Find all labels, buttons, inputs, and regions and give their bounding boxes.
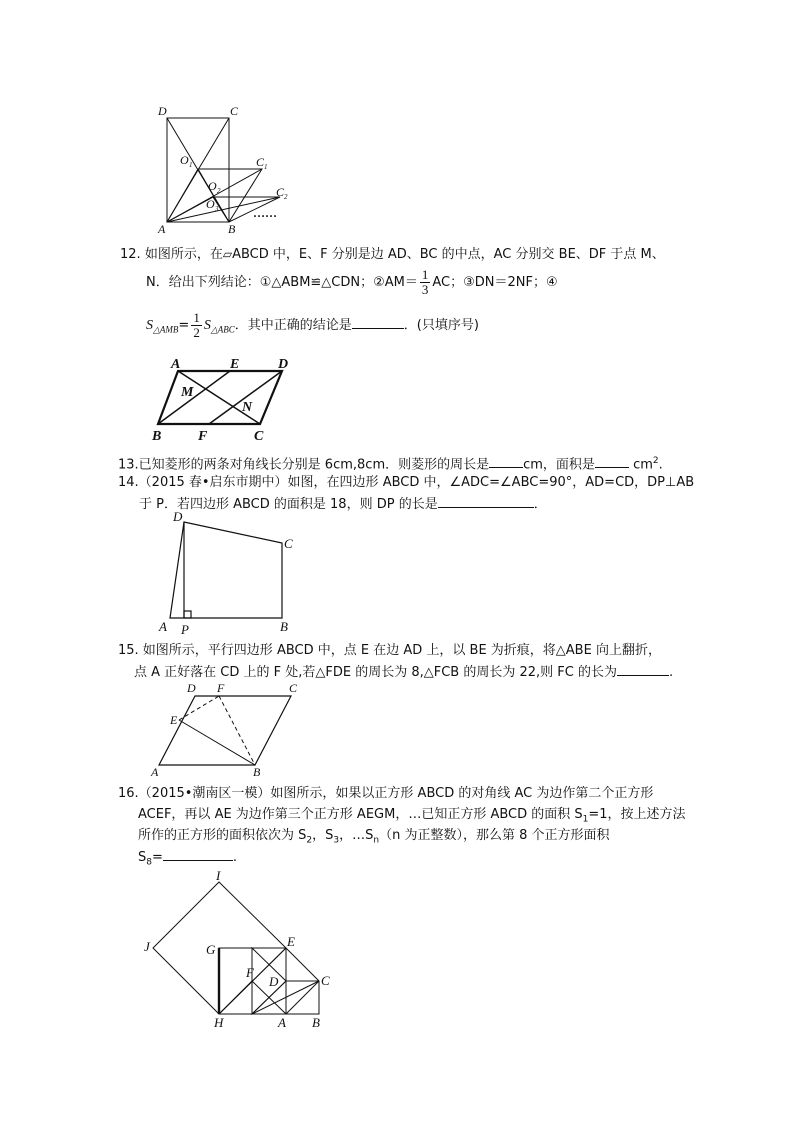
figure-q14-quadrilateral xyxy=(155,508,305,638)
perimeter-blank[interactable] xyxy=(489,455,523,468)
q14-text-2a: 于 P．若四边形 ABCD 的面积是 18，则 DP 的长是 xyxy=(139,497,438,512)
parallelogram-symbol: ▱ xyxy=(222,247,233,261)
label-F: F xyxy=(217,681,225,695)
label-C: C xyxy=(254,429,264,444)
label-M: M xyxy=(181,385,194,400)
q16-text-2b: =1，按上述方法 xyxy=(588,807,686,822)
fraction-one-half xyxy=(191,311,202,340)
dp-length-blank[interactable] xyxy=(438,495,534,508)
label-N: N xyxy=(242,400,253,415)
label-G: G xyxy=(206,942,216,957)
q12-text-b: ABCD 中，E、F 分别是边 AD、BC 的中点，AC 分别交 BE、DF 于点 M、 xyxy=(232,247,665,262)
q16-line-1 xyxy=(118,785,653,802)
q12-line-3 xyxy=(146,311,479,345)
label-C2: C xyxy=(276,185,285,199)
label-C: C xyxy=(321,973,330,988)
label-B: B xyxy=(228,222,236,236)
label-H: H xyxy=(214,1015,224,1030)
q13-text-d: . xyxy=(658,457,663,473)
q15-line-1 xyxy=(118,642,661,659)
label-B: B xyxy=(253,765,261,779)
fraction-one-third xyxy=(420,268,431,297)
label-C1: C xyxy=(256,155,265,169)
area-symbol-S: S xyxy=(146,318,153,333)
label-C: C xyxy=(289,681,298,695)
q12-line2-a: N．给出下列结论：①△ABM≌△CDN；②AM＝ xyxy=(146,275,418,290)
q15-text-1: 15. 如图所示，平行四边形 ABCD 中，点 E 在边 AD 上，以 BE 为折痕，将△ABE 向上翻折， xyxy=(118,643,661,658)
label-O2-sub: 2 xyxy=(217,187,221,195)
q16-line-2 xyxy=(138,806,686,829)
area-blank[interactable] xyxy=(595,455,629,468)
q15-text-2a: 点 A 正好落在 CD 上的 F 处,若△FDE 的周长为 8,△FCB 的周长为 22,则 FC 的长为 xyxy=(134,665,617,680)
q16-text-3c: ，…S xyxy=(339,828,374,843)
label-F: F xyxy=(198,429,208,444)
q13-text-c: cm xyxy=(633,457,653,473)
q16-sub-n: n xyxy=(373,835,380,846)
frac-denominator: 2 xyxy=(193,325,200,340)
label-D: D xyxy=(278,357,289,372)
q16-sub-8: 8 xyxy=(146,857,152,868)
figure-q15-folded-parallelogram xyxy=(145,680,305,780)
q16-text-4b: = xyxy=(152,850,163,865)
frac-numerator: 1 xyxy=(193,310,200,325)
label-F: F xyxy=(246,965,254,980)
q15-line-2 xyxy=(134,663,673,681)
frac-numerator: 1 xyxy=(421,267,429,282)
q16-text-3d: （n 为正整数），那么第 8 个正方形面积 xyxy=(379,828,610,843)
label-C1-sub: 1 xyxy=(264,163,268,171)
label-A: A xyxy=(171,357,181,372)
label-O1: O xyxy=(180,153,189,167)
label-B: B xyxy=(280,619,288,634)
sub-ABC: △ABC xyxy=(210,324,235,335)
q12-line2-b: AC；③DN＝2NF；④ xyxy=(432,275,558,290)
label-D: D xyxy=(173,509,183,524)
label-E: E xyxy=(230,357,240,372)
q14-line-1 xyxy=(118,474,694,491)
label-J: J xyxy=(144,939,150,954)
figure-q12-parallelogram xyxy=(150,352,300,444)
q16-text-3a: 所作的正方形的面积依次为 S xyxy=(138,828,307,843)
label-O3: O xyxy=(206,197,215,211)
q14-text-1: 14.（2015 春•启东市期中）如图，在四边形 ABCD 中，∠ADC=∠ABC=90°，AD=CD，DP⊥AB xyxy=(118,475,695,490)
label-A: A xyxy=(278,1015,286,1030)
equals: = xyxy=(178,318,190,333)
figure-q16-nested-squares xyxy=(140,868,340,1033)
q16-sub-1: 1 xyxy=(582,814,589,825)
label-dots: …… xyxy=(253,206,277,220)
figure-q11-rectangle-construction xyxy=(150,100,300,235)
label-E: E xyxy=(170,713,178,727)
q14-text-2b: ． xyxy=(533,497,547,512)
label-O2: O xyxy=(208,179,217,193)
q16-text-3b: ，S xyxy=(312,828,334,843)
label-B: B xyxy=(312,1015,320,1030)
label-O1-sub: 1 xyxy=(189,161,193,169)
s8-blank[interactable] xyxy=(163,848,233,861)
label-A: A xyxy=(159,619,167,634)
label-B: B xyxy=(152,429,162,444)
answer-blank[interactable] xyxy=(352,316,404,329)
q16-sub-3: 3 xyxy=(333,835,340,846)
label-D: D xyxy=(158,104,167,118)
q12-number: 12. xyxy=(120,247,141,262)
q16-text-4a: S xyxy=(138,850,147,865)
label-O3-sub: 3 xyxy=(215,205,219,213)
label-A: A xyxy=(158,222,166,236)
q16-text-4c: . xyxy=(232,850,238,865)
q16-line-3 xyxy=(138,827,610,850)
q16-text-2a: ACEF，再以 AE 为边作第三个正方形 AEGM，…已知正方形 ABCD 的面积 S xyxy=(138,807,583,822)
q12-line-1 xyxy=(120,246,665,263)
area-symbol-S2: S xyxy=(203,318,211,333)
q13-line xyxy=(118,453,663,473)
label-D: D xyxy=(187,681,196,695)
q16-sub-2: 2 xyxy=(306,835,313,846)
label-C: C xyxy=(230,104,239,118)
frac-denominator: 3 xyxy=(421,282,429,297)
label-D: D xyxy=(269,974,279,989)
q13-text-a: 13.已知菱形的两条对角线长分别是 6cm,8cm．则菱形的周长是 xyxy=(118,457,490,473)
q16-text-1: 16.（2015•潮南区一模）如图所示，如果以正方形 ABCD 的对角线 AC 为边作第二个正方形 xyxy=(118,786,654,801)
q12-line3-c: ．(只填序号) xyxy=(403,318,479,333)
fc-length-blank[interactable] xyxy=(617,663,669,676)
q13-text-b: cm，面积是 xyxy=(523,457,595,473)
label-E: E xyxy=(287,934,295,949)
label-C: C xyxy=(284,536,293,551)
label-A: A xyxy=(151,765,159,779)
label-P: P xyxy=(181,622,189,637)
label-C2-sub: 2 xyxy=(284,193,288,201)
q13-sup: 2 xyxy=(652,456,659,466)
sub-AMB: △AMB xyxy=(153,324,179,335)
label-I: I xyxy=(216,868,221,883)
q12-line3-b: ．其中正确的结论是 xyxy=(234,318,352,333)
q12-text-a: 如图所示，在 xyxy=(144,247,223,262)
q15-text-2b: . xyxy=(668,665,674,680)
q12-line-2 xyxy=(146,268,558,298)
